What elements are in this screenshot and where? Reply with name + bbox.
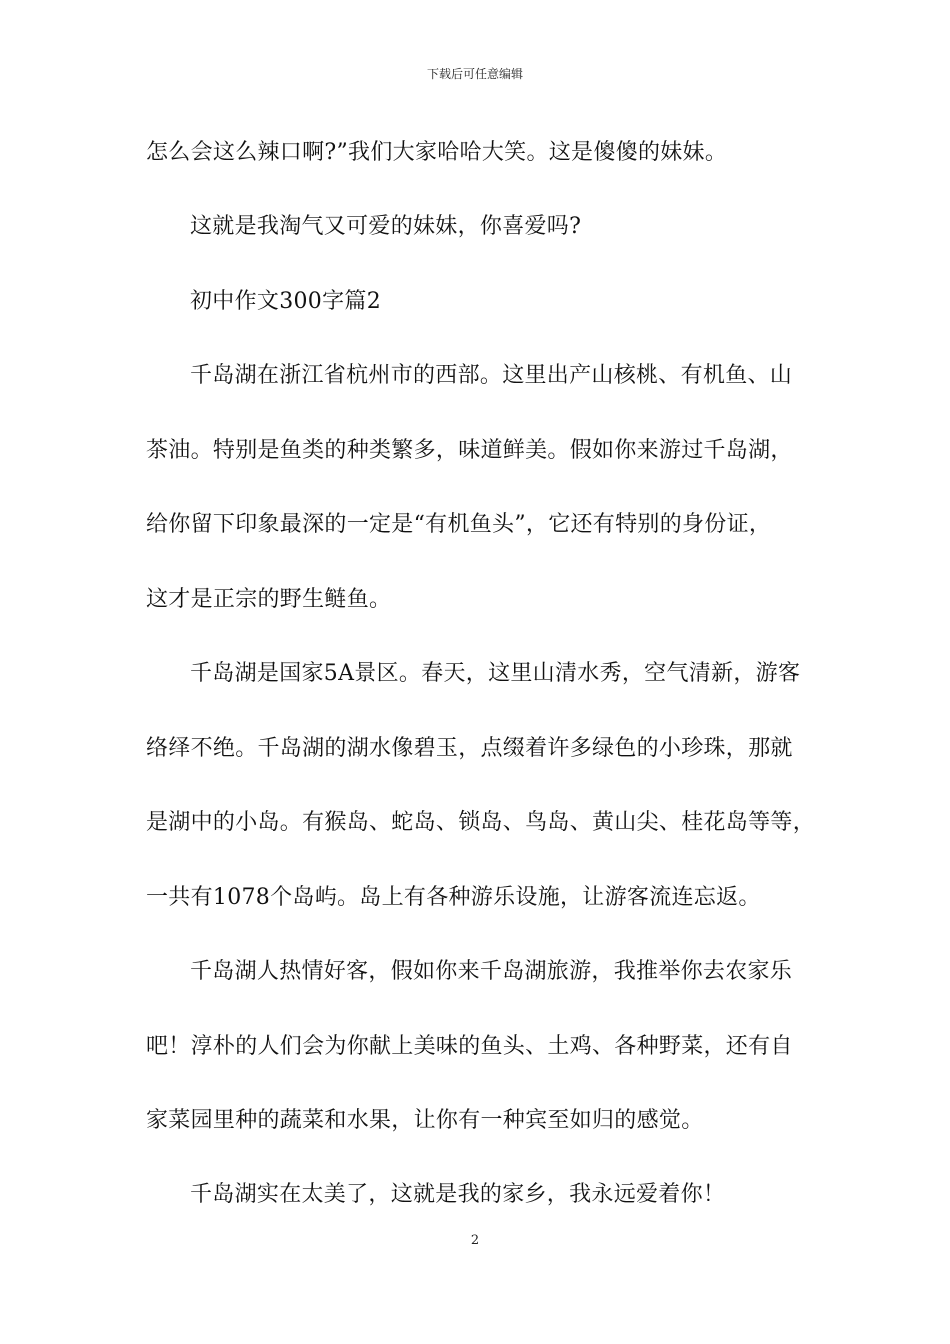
section-heading: 初中作文300字篇2 (190, 289, 381, 314)
text-line-6: 给你留下印象最深的一定是“有机鱼头”，它还有特别的身份证， (146, 512, 772, 537)
text-line-8: 千岛湖是国家5A景区。春天，这里山清水秀，空气清新，游客 (190, 661, 801, 686)
text-line-4: 千岛湖在浙江省杭州市的西部。这里出产山核桃、有机鱼、山 (190, 363, 793, 388)
text-line-7: 这才是正宗的野生鲢鱼。 (146, 587, 392, 612)
text-line-14: 家菜园里种的蔬菜和水果，让你有一种宾至如归的感觉。 (146, 1108, 704, 1133)
text-line-1: 怎么会这么辣口啊?”我们大家哈哈大笑。这是傻傻的妹妹。 (146, 140, 728, 165)
page-header: 下载后可任意编辑 (426, 67, 523, 81)
text-line-9: 络绎不绝。千岛湖的湖水像碧玉，点缀着许多绿色的小珍珠，那就 (146, 736, 793, 761)
text-line-5: 茶油。特别是鱼类的种类繁多，味道鲜美。假如你来游过千岛湖， (146, 438, 793, 463)
text-line-11: 一共有1078个岛屿。岛上有各种游乐设施，让游客流连忘返。 (146, 885, 761, 910)
text-line-13: 吧！淳朴的人们会为你献上美味的鱼头、土鸡、各种野菜，还有自 (146, 1034, 793, 1059)
text-line-2: 这就是我淘气又可爱的妹妹，你喜爱吗? (190, 214, 582, 239)
page-number: 2 (470, 1233, 480, 1248)
text-line-12: 千岛湖人热情好客，假如你来千岛湖旅游，我推举你去农家乐 (190, 959, 793, 984)
text-line-15: 千岛湖实在太美了，这就是我的家乡，我永远爱着你！ (190, 1182, 726, 1207)
text-line-10: 是湖中的小岛。有猴岛、蛇岛、锁岛、鸟岛、黄山尖、桂花岛等等， (146, 810, 816, 835)
